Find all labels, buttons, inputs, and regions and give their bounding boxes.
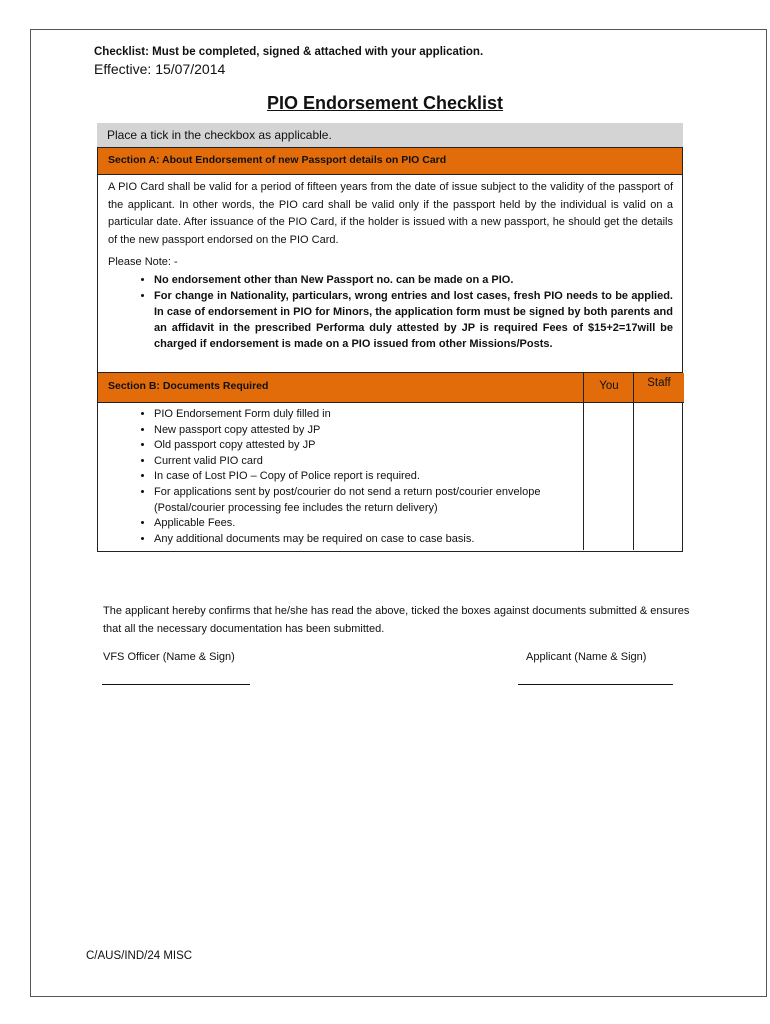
document-item: • Current valid PIO card xyxy=(154,454,584,470)
document-item: • New passport copy attested by JP xyxy=(154,423,584,439)
officer-signature-label: VFS Officer (Name & Sign) xyxy=(103,651,235,663)
applicant-signature-label: Applicant (Name & Sign) xyxy=(526,651,647,663)
staff-column-header: Staff xyxy=(634,373,684,403)
you-column[interactable] xyxy=(583,373,634,550)
you-column-header: You xyxy=(584,373,634,403)
instruction-bar: Place a tick in the checkbox as applicable. xyxy=(97,123,683,147)
section-a-paragraph: A PIO Card shall be valid for a period of fifteen years from the date of issue subject to the validity of the passport of the applicant. In other words, the PIO card shall be valid only if the passport held by the individual is valid on a particular date. After issuance of the PIO Card, if the holder is issued with a new passport, he should get the details of the new passport endorsed on the PIO Card. xyxy=(108,181,673,246)
checklist-notice: Checklist: Must be completed, signed & attached with your application. xyxy=(94,46,484,58)
note-label: Please Note: - xyxy=(108,256,178,268)
note-item: • For change in Nationality, particulars, wrong entries and lost cases, fresh PIO needs to be applied. In case of endorsement in PIO for Minors, the application form must be signed by both parents and an affidavit in the prescribed Performa duly attested by JP is required Fees of $15+2=17will be charged if endorsement is made on a PIO issued from other Missions/Posts. xyxy=(154,288,673,352)
document-item: • For applications sent by post/courier do not send a return post/courier envelope (Postal/courier processing fee includes the return delivery) xyxy=(154,485,584,516)
document-item: • PIO Endorsement Form duly filled in xyxy=(154,407,584,423)
document-item: • In case of Lost PIO – Copy of Police report is required. xyxy=(154,469,584,485)
documents-list xyxy=(98,407,584,547)
section-a xyxy=(97,147,683,373)
officer-signature-line[interactable] xyxy=(102,684,250,685)
document-item: • Old passport copy attested by JP xyxy=(154,438,584,454)
form-code: C/AUS/IND/24 MISC xyxy=(86,950,193,962)
staff-column[interactable] xyxy=(633,373,684,550)
section-b-heading: Section B: Documents Required xyxy=(98,373,584,403)
document-item: • Applicable Fees. xyxy=(154,516,584,532)
page-title: PIO Endorsement Checklist xyxy=(266,93,504,113)
effective-date: Effective: 15/07/2014 xyxy=(94,61,226,77)
applicant-signature-line[interactable] xyxy=(518,684,673,685)
section-a-heading: Section A: About Endorsement of new Passport details on PIO Card xyxy=(98,148,682,175)
note-item: • No endorsement other than New Passport no. can be made on a PIO. xyxy=(154,272,673,288)
section-b xyxy=(97,372,683,552)
document-item: • Any additional documents may be required on case to case basis. xyxy=(154,532,584,548)
confirmation-text: The applicant hereby confirms that he/she has read the above, ticked the boxes against documents submitted & ensures that all the necessary documentation has been submitted. xyxy=(103,605,690,635)
